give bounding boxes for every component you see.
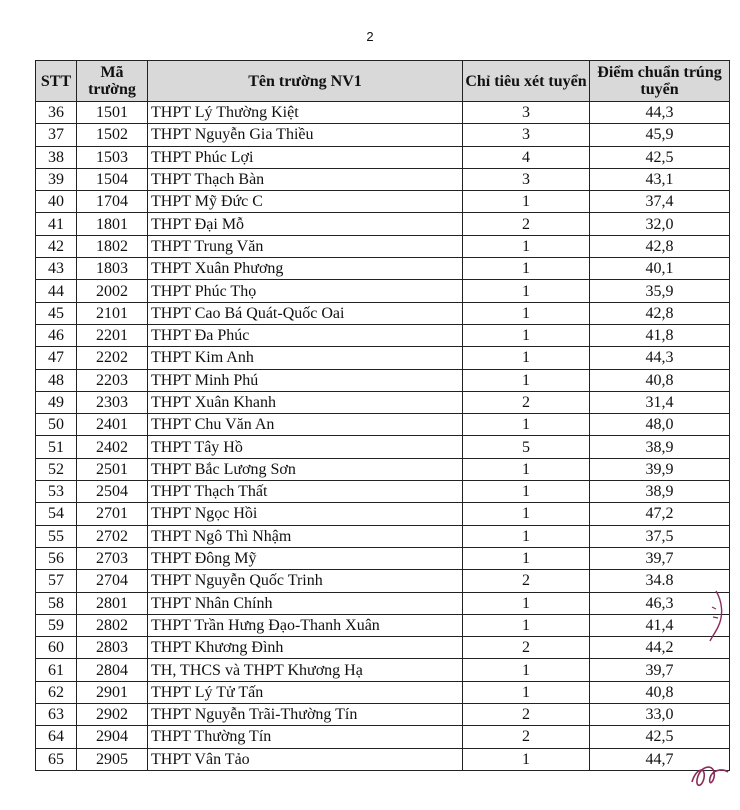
- row-stt: 40: [36, 191, 77, 213]
- row-quota: 1: [463, 191, 590, 213]
- row-stt: 65: [36, 748, 77, 770]
- table-row: [36, 592, 730, 614]
- row-quota: 2: [463, 391, 590, 413]
- row-school-code: 2905: [77, 748, 148, 770]
- row-quota: 2: [463, 213, 590, 235]
- row-school-code: 2203: [77, 369, 148, 391]
- row-quota: 1: [463, 659, 590, 681]
- row-school-code: 2402: [77, 436, 148, 458]
- row-school-code: 2501: [77, 458, 148, 480]
- row-school-name: THPT Thạch Thất: [148, 481, 463, 503]
- row-cutoff-score: 47,2: [590, 503, 730, 525]
- table-row: [36, 213, 730, 235]
- row-cutoff-score: 48,0: [590, 414, 730, 436]
- table-row: [36, 324, 730, 346]
- row-quota: 1: [463, 302, 590, 324]
- row-school-code: 2504: [77, 481, 148, 503]
- table-row: [36, 503, 730, 525]
- table-row: [36, 458, 730, 480]
- header-stt: STT: [36, 61, 77, 102]
- row-quota: 1: [463, 324, 590, 346]
- row-school-name: THPT Thạch Bàn: [148, 168, 463, 190]
- row-school-name: THPT Minh Phú: [148, 369, 463, 391]
- row-school-name: THPT Nhân Chính: [148, 592, 463, 614]
- row-school-name: THPT Phúc Lợi: [148, 146, 463, 168]
- row-school-code: 1803: [77, 258, 148, 280]
- page-number: 2: [366, 29, 374, 44]
- row-quota: 1: [463, 369, 590, 391]
- row-quota: 3: [463, 124, 590, 146]
- row-quota: 1: [463, 414, 590, 436]
- row-quota: 3: [463, 168, 590, 190]
- row-school-name: THPT Vân Tảo: [148, 748, 463, 770]
- row-cutoff-score: 33,0: [590, 704, 730, 726]
- table-row: [36, 347, 730, 369]
- row-stt: 46: [36, 324, 77, 346]
- row-quota: 4: [463, 146, 590, 168]
- row-school-code: 2804: [77, 659, 148, 681]
- row-cutoff-score: 37,5: [590, 525, 730, 547]
- row-stt: 53: [36, 481, 77, 503]
- table-row: [36, 570, 730, 592]
- row-school-name: THPT Phúc Thọ: [148, 280, 463, 302]
- table-row: [36, 146, 730, 168]
- row-school-code: 2802: [77, 614, 148, 636]
- row-school-name: THPT Cao Bá Quát-Quốc Oai: [148, 302, 463, 324]
- row-cutoff-score: 45,9: [590, 124, 730, 146]
- row-cutoff-score: 31,4: [590, 391, 730, 413]
- table-row: [36, 525, 730, 547]
- row-school-name: THPT Chu Văn An: [148, 414, 463, 436]
- row-school-name: THPT Trần Hưng Đạo-Thanh Xuân: [148, 614, 463, 636]
- row-stt: 59: [36, 614, 77, 636]
- row-school-code: 2303: [77, 391, 148, 413]
- row-school-name: THPT Nguyễn Gia Thiều: [148, 124, 463, 146]
- row-school-name: THPT Lý Tử Tấn: [148, 681, 463, 703]
- table-header-row: [36, 61, 730, 102]
- row-school-code: 1502: [77, 124, 148, 146]
- row-cutoff-score: 42,8: [590, 302, 730, 324]
- row-stt: 41: [36, 213, 77, 235]
- row-cutoff-score: 38,9: [590, 436, 730, 458]
- row-cutoff-score: 41,8: [590, 324, 730, 346]
- row-quota: 1: [463, 503, 590, 525]
- row-school-code: 2401: [77, 414, 148, 436]
- table-row: [36, 436, 730, 458]
- row-stt: 38: [36, 146, 77, 168]
- row-school-code: 2702: [77, 525, 148, 547]
- row-school-code: 1504: [77, 168, 148, 190]
- row-school-code: 2901: [77, 681, 148, 703]
- row-school-code: 2101: [77, 302, 148, 324]
- table-row: [36, 280, 730, 302]
- row-quota: 1: [463, 547, 590, 569]
- row-quota: 2: [463, 570, 590, 592]
- row-stt: 44: [36, 280, 77, 302]
- row-cutoff-score: 40,8: [590, 369, 730, 391]
- row-school-name: THPT Nguyễn Quốc Trinh: [148, 570, 463, 592]
- row-stt: 64: [36, 726, 77, 748]
- table-row: [36, 681, 730, 703]
- row-quota: 1: [463, 614, 590, 636]
- row-quota: 1: [463, 525, 590, 547]
- row-cutoff-score: 39,7: [590, 659, 730, 681]
- row-stt: 49: [36, 391, 77, 413]
- table-row: [36, 191, 730, 213]
- row-stt: 58: [36, 592, 77, 614]
- row-cutoff-score: 39,7: [590, 547, 730, 569]
- row-school-name: THPT Xuân Khanh: [148, 391, 463, 413]
- row-school-name: THPT Khương Đình: [148, 637, 463, 659]
- table-row: [36, 637, 730, 659]
- row-stt: 61: [36, 659, 77, 681]
- table-row: [36, 704, 730, 726]
- row-school-name: THPT Mỹ Đức C: [148, 191, 463, 213]
- row-cutoff-score: 42,5: [590, 146, 730, 168]
- row-school-code: 1802: [77, 235, 148, 257]
- row-cutoff-score: 35,9: [590, 280, 730, 302]
- table-row: [36, 547, 730, 569]
- row-school-name: THPT Nguyễn Trãi-Thường Tín: [148, 704, 463, 726]
- row-stt: 62: [36, 681, 77, 703]
- row-school-name: THPT Kim Anh: [148, 347, 463, 369]
- table-row: [36, 302, 730, 324]
- row-school-code: 2902: [77, 704, 148, 726]
- row-school-code: 2904: [77, 726, 148, 748]
- admission-score-table: [35, 60, 730, 771]
- row-school-name: THPT Trung Văn: [148, 235, 463, 257]
- row-school-name: THPT Bắc Lương Sơn: [148, 458, 463, 480]
- row-quota: 1: [463, 592, 590, 614]
- row-stt: 63: [36, 704, 77, 726]
- row-stt: 42: [36, 235, 77, 257]
- table-row: [36, 102, 730, 124]
- row-quota: 1: [463, 235, 590, 257]
- row-quota: 5: [463, 436, 590, 458]
- row-quota: 1: [463, 347, 590, 369]
- table-row: [36, 258, 730, 280]
- header-cutoff-score: Điểm chuẩn trúng tuyển: [590, 61, 730, 102]
- row-school-code: 1503: [77, 146, 148, 168]
- row-stt: 60: [36, 637, 77, 659]
- row-stt: 50: [36, 414, 77, 436]
- table-row: [36, 124, 730, 146]
- row-school-name: THPT Xuân Phương: [148, 258, 463, 280]
- row-school-code: 2201: [77, 324, 148, 346]
- corner-initials-mark: [688, 758, 732, 794]
- row-quota: 1: [463, 481, 590, 503]
- row-stt: 37: [36, 124, 77, 146]
- row-school-code: 2703: [77, 547, 148, 569]
- row-stt: 52: [36, 458, 77, 480]
- row-cutoff-score: 37,4: [590, 191, 730, 213]
- row-school-code: 1801: [77, 213, 148, 235]
- row-cutoff-score: 46,3: [590, 592, 730, 614]
- row-cutoff-score: 44,7: [590, 748, 730, 770]
- table-row: [36, 748, 730, 770]
- row-cutoff-score: 39,9: [590, 458, 730, 480]
- row-stt: 36: [36, 102, 77, 124]
- margin-signature-mark: [702, 585, 732, 645]
- row-stt: 48: [36, 369, 77, 391]
- row-quota: 2: [463, 726, 590, 748]
- row-school-name: THPT Ngọc Hồi: [148, 503, 463, 525]
- row-school-code: 2803: [77, 637, 148, 659]
- row-stt: 45: [36, 302, 77, 324]
- row-quota: 3: [463, 102, 590, 124]
- row-school-name: THPT Đa Phúc: [148, 324, 463, 346]
- row-school-code: 1501: [77, 102, 148, 124]
- row-school-code: 2002: [77, 280, 148, 302]
- row-cutoff-score: 34.8: [590, 570, 730, 592]
- row-quota: 1: [463, 458, 590, 480]
- row-cutoff-score: 44,3: [590, 102, 730, 124]
- row-cutoff-score: 44,3: [590, 347, 730, 369]
- row-school-name: THPT Tây Hồ: [148, 436, 463, 458]
- table-row: [36, 235, 730, 257]
- header-quota: Chỉ tiêu xét tuyển: [463, 61, 590, 102]
- table-row: [36, 726, 730, 748]
- table-row: [36, 414, 730, 436]
- row-stt: 47: [36, 347, 77, 369]
- row-quota: 1: [463, 280, 590, 302]
- table-row: [36, 481, 730, 503]
- header-school-code: Mã trường: [77, 61, 148, 102]
- table-row: [36, 391, 730, 413]
- row-stt: 39: [36, 168, 77, 190]
- row-school-name: THPT Đông Mỹ: [148, 547, 463, 569]
- row-cutoff-score: 40,1: [590, 258, 730, 280]
- row-school-name: THPT Ngô Thì Nhậm: [148, 525, 463, 547]
- row-quota: 1: [463, 258, 590, 280]
- row-school-code: 2701: [77, 503, 148, 525]
- row-school-code: 2801: [77, 592, 148, 614]
- row-cutoff-score: 41,4: [590, 614, 730, 636]
- table-row: [36, 369, 730, 391]
- row-cutoff-score: 42,8: [590, 235, 730, 257]
- row-school-name: THPT Lý Thường Kiệt: [148, 102, 463, 124]
- header-school-name: Tên trường NV1: [148, 61, 463, 102]
- row-stt: 55: [36, 525, 77, 547]
- row-cutoff-score: 32,0: [590, 213, 730, 235]
- row-school-name: THPT Đại Mỗ: [148, 213, 463, 235]
- table-row: [36, 168, 730, 190]
- row-quota: 1: [463, 748, 590, 770]
- row-cutoff-score: 43,1: [590, 168, 730, 190]
- table-row: [36, 614, 730, 636]
- row-stt: 43: [36, 258, 77, 280]
- row-quota: 2: [463, 637, 590, 659]
- row-stt: 54: [36, 503, 77, 525]
- row-cutoff-score: 40,8: [590, 681, 730, 703]
- row-school-code: 2704: [77, 570, 148, 592]
- row-cutoff-score: 42,5: [590, 726, 730, 748]
- row-school-name: THPT Thường Tín: [148, 726, 463, 748]
- row-cutoff-score: 38,9: [590, 481, 730, 503]
- row-quota: 1: [463, 681, 590, 703]
- row-stt: 56: [36, 547, 77, 569]
- table-row: [36, 659, 730, 681]
- row-quota: 2: [463, 704, 590, 726]
- row-school-name: TH, THCS và THPT Khương Hạ: [148, 659, 463, 681]
- row-cutoff-score: 44,2: [590, 637, 730, 659]
- row-stt: 57: [36, 570, 77, 592]
- row-school-code: 2202: [77, 347, 148, 369]
- row-stt: 51: [36, 436, 77, 458]
- row-school-code: 1704: [77, 191, 148, 213]
